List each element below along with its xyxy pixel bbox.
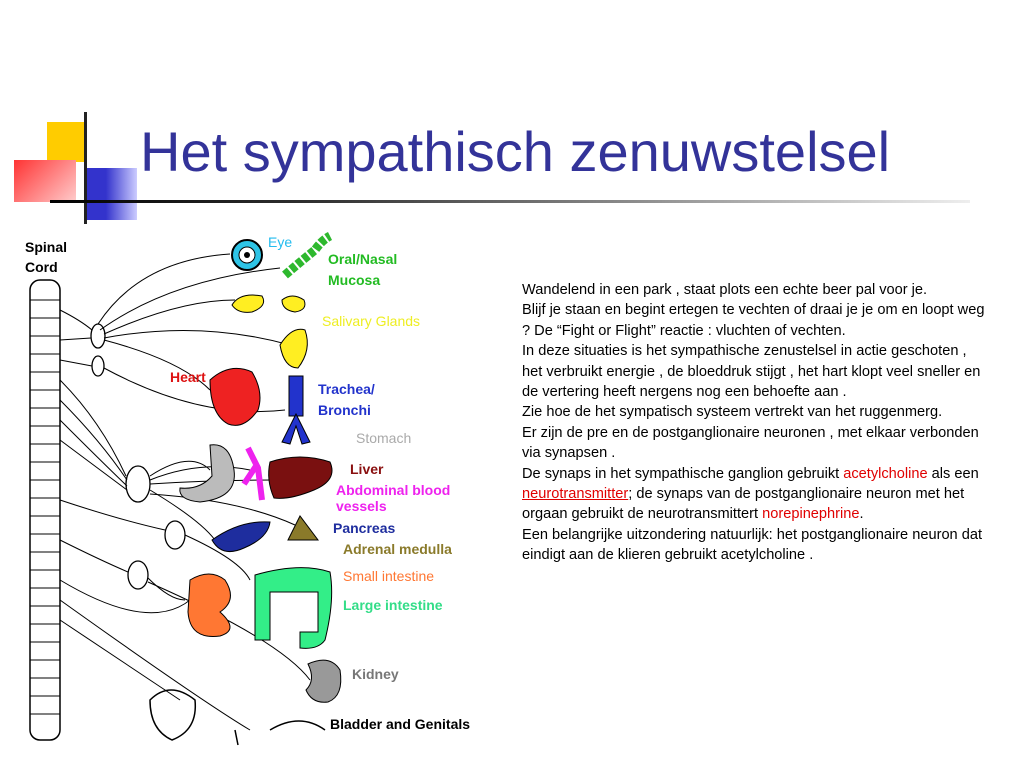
- label-abdominal-2: vessels: [336, 498, 387, 514]
- label-cord: Cord: [25, 259, 58, 275]
- small-intestine-organ: [188, 574, 230, 637]
- acetylcholine-term: acetylcholine: [843, 465, 928, 482]
- label-trachea: Trachea/: [318, 381, 375, 397]
- label-mucosa: Mucosa: [328, 272, 381, 288]
- paragraph-5: Er zijn de pre en de postganglionaire neuronen , met elkaar verbonden via synapsen .: [522, 424, 979, 462]
- pancreas-organ: [212, 522, 270, 552]
- body-text: [522, 280, 987, 566]
- label-kidney: Kidney: [352, 666, 399, 682]
- page-title: Het sympathisch zenuwstelsel: [140, 120, 891, 183]
- paragraph-4: Zie hoe de het sympatisch systeem vertrekt van het ruggenmerg.: [522, 404, 943, 421]
- title-underline: [50, 200, 970, 203]
- bladder-organ: [150, 690, 325, 745]
- label-eye: Eye: [268, 234, 293, 250]
- kidney-organ: [306, 660, 341, 702]
- p6-text-c: ; de synaps van de postganglionaire neuron met het orgaan gebruikt de neurotransmittert: [522, 486, 965, 523]
- sympathetic-nervous-system-diagram: [0, 228, 500, 748]
- neurotransmitter-link[interactable]: neurotransmitter: [522, 486, 629, 503]
- liver-organ: [269, 457, 332, 498]
- paragraph-1: Wandelend in een park , staat plots een echte beer pal voor je.: [522, 282, 928, 298]
- label-heart: Heart: [170, 369, 206, 385]
- p6-text-a: De synaps in het sympathische ganglion gebruikt: [522, 465, 844, 482]
- paragraph-2: Blijf je staan en begint ertegen te vechten of draai je je om en loopt weg ? De “Fight or Flight” reactie : vluchten of vechten.: [522, 302, 985, 339]
- stomach-organ: [180, 445, 235, 502]
- label-stomach: Stomach: [356, 430, 412, 446]
- label-salivary: Salivary Glands: [322, 313, 421, 329]
- label-large-intestine: Large intestine: [343, 597, 443, 613]
- p6-text-d: .: [859, 506, 864, 523]
- heart-organ: [210, 368, 260, 425]
- label-pancreas: Pancreas: [333, 520, 396, 536]
- eye-organ: [232, 240, 262, 270]
- p6-text-b: als een: [927, 465, 979, 482]
- label-adrenal: Adrenal medulla: [343, 541, 452, 557]
- salivary-glands-organ: [232, 295, 307, 368]
- label-small-intestine: Small intestine: [343, 568, 435, 584]
- paragraph-6: [522, 464, 987, 525]
- norepinephrine-term: norepinephrine: [762, 506, 860, 523]
- logo-blue-square: [85, 168, 137, 220]
- trachea-organ: [282, 376, 310, 444]
- logo-vertical-line: [84, 112, 87, 224]
- label-oral-nasal: Oral/Nasal: [328, 251, 398, 267]
- label-bronchi: Bronchi: [318, 402, 371, 418]
- abdominal-vessels-organ: [244, 448, 262, 500]
- logo-red-square: [14, 160, 76, 202]
- label-liver: Liver: [350, 461, 384, 477]
- adrenal-organ: [288, 516, 318, 540]
- label-spinal: Spinal: [25, 239, 68, 255]
- large-intestine-organ: [255, 568, 332, 649]
- label-bladder: Bladder and Genitals: [330, 716, 471, 732]
- spinal-cord: [30, 280, 60, 740]
- paragraph-7: Een belangrijke uitzondering natuurlijk: het postganglionaire neuron dat eindigt aan de klieren gebruikt acetylcholine .: [522, 526, 983, 564]
- logo-yellow-square: [47, 122, 87, 162]
- label-abdominal-1: Abdominal blood: [336, 482, 451, 498]
- paragraph-3: In deze situaties is het sympathische zenustelsel in actie geschoten , het verbruikt energie , de bloeddruk stijgt , het hart klopt veel sneller en de vertering heeft nergens nog een behoefte aan .: [522, 343, 981, 401]
